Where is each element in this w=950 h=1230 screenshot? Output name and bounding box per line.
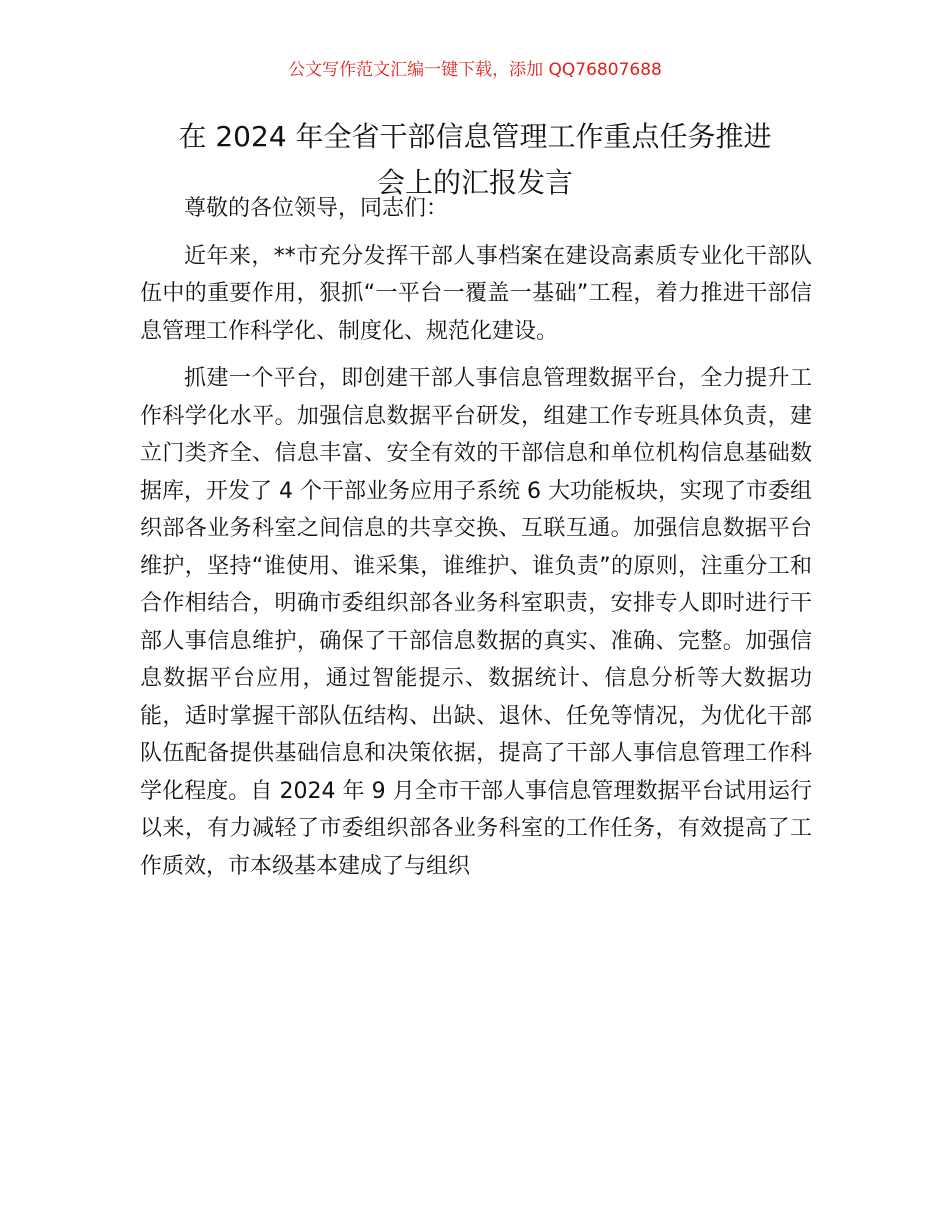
title-line-2: 会上的汇报发言 [376, 166, 573, 199]
paragraph-platform: 抓建一个平台，即创建干部人事信息管理数据平台，全力提升工作科学化水平。加强信息数据平台研发，组建工作专班具体负责，建立门类齐全、信息丰富、安全有效的干部信息和单位机构信息基础数据库，开发了 4 个干部业务应用子系统 6 大功能板块，实现了市委组织部各业务科室之间信息的共享交换、互联互通。加强信息数据平台维护，坚持“谁使用、谁采集，谁维护、谁负责”的原则，注重分工和合作相结合，明确市委组织部各业务科室职责，安排专人即时进行干部人事信息维护，确保了干部信息数据的真实、准确、完整。加强信息数据平台应用，通过智能提示、数据统计、信息分析等大数据功能，适时掌握干部队伍结构、出缺、退休、任免等情况，为优化干部队伍配备提供基础信息和决策依据，提高了干部人事信息管理工作科学化程度。自 2024 年 9 月全市干部人事信息管理数据平台试用运行以来，有力减轻了市委组织部各业务科室的工作任务，有效提高了工作质效，市本级基本建成了与组织 [140, 366, 812, 879]
watermark-header: 公文写作范文汇编一键下载，添加 QQ76807688 [288, 60, 662, 80]
document-body [140, 190, 812, 895]
salutation: 尊敬的各位领导，同志们： [184, 196, 449, 221]
paragraph-intro: 近年来，**市充分发挥干部人事档案在建设高素质专业化干部队伍中的重要作用，狠抓“一平台一覆盖一基础”工程，着力推进干部信息管理工作科学化、制度化、规范化建设。 [140, 243, 812, 344]
title-line-1: 在 2024 年全省干部信息管理工作重点任务推进 [178, 120, 772, 153]
